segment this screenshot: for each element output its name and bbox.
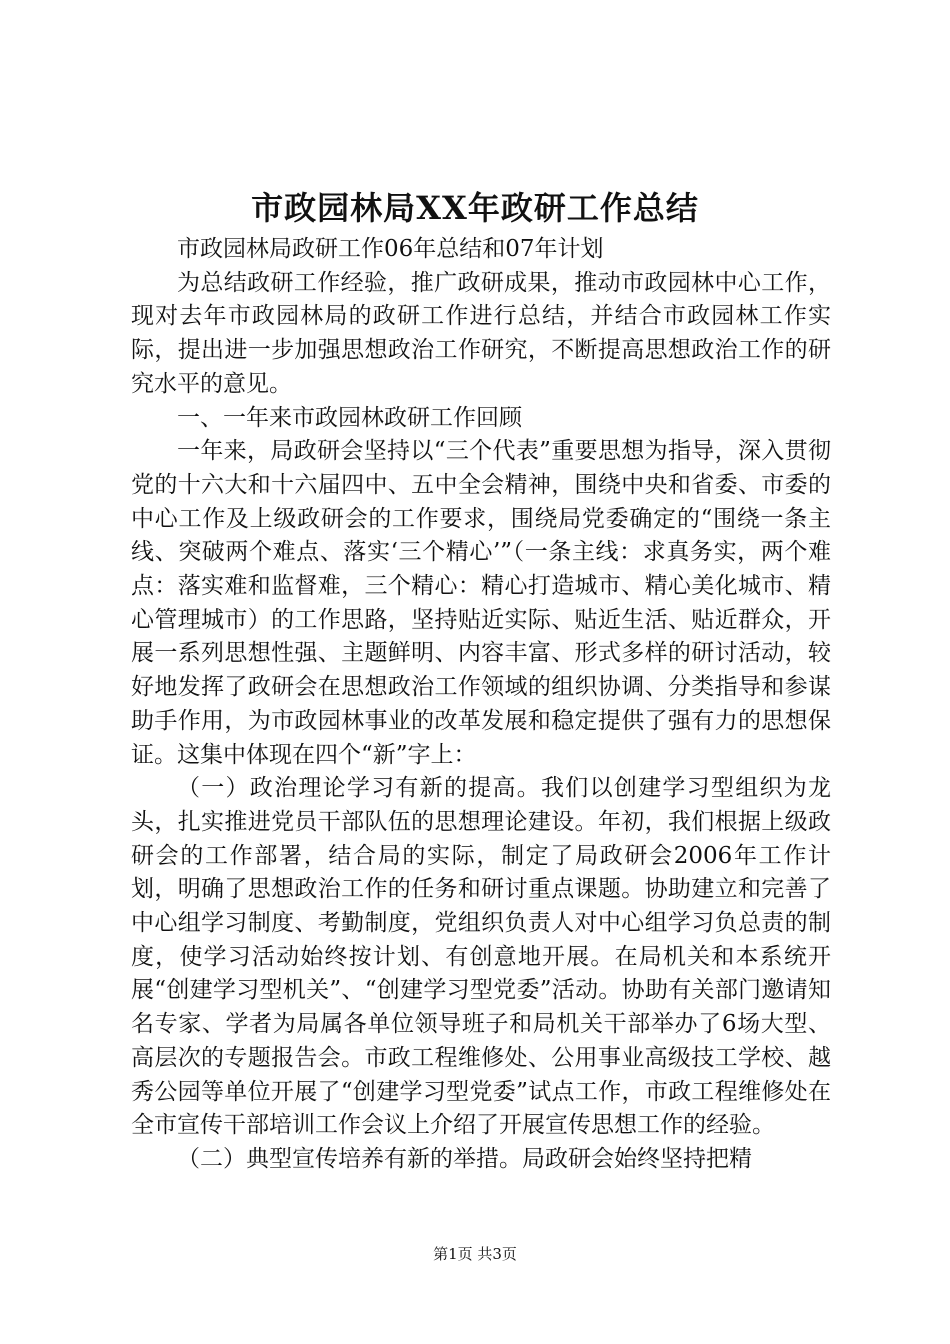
page-number-footer: 第1页 共3页 <box>433 1245 517 1263</box>
document-body <box>131 233 831 1177</box>
document-title: 市政园林局XX年政研工作总结 <box>251 189 699 227</box>
review-paragraph: 一年来，局政研会坚持以“三个代表”重要思想为指导，深入贯彻党的十六大和十六届四中、五中全会精神，围绕中央和省委、市委的中心工作及上级政研会的工作要求，围绕局党委确定的“围绕一条主线、突破两个难点、落实‘三个精心’”（一条主线：求真务实，两个难点：落实难和监督难，三个精心：精心打造城市、精心美化城市、精心管理城市）的工作思路，坚持贴近实际、贴近生活、贴近群众，开展一系列思想性强、主题鲜明、内容丰富、形式多样的研讨活动，较好地发挥了政研会在思想政治工作领域的组织协调、分类指导和参谋助手作用，为市政园林事业的改革发展和稳定提供了强有力的思想保证。这集中体现在四个“新”字上： <box>131 438 831 768</box>
intro-paragraph: 为总结政研工作经验，推广政研成果，推动市政园林中心工作，现对去年市政园林局的政研工作进行总结，并结合市政园林工作实际，提出进一步加强思想政治工作研究，不断提高思想政治工作的研究水平的意见。 <box>131 269 831 397</box>
item-one-paragraph: （一）政治理论学习有新的提高。我们以创建学习型组织为龙头，扎实推进党员干部队伍的思想理论建设。年初，我们根据上级政研会的工作部署，结合局的实际，制定了局政研会2006年工作计划，明确了思想政治工作的任务和研讨重点课题。协助建立和完善了中心组学习制度、考勤制度，党组织负责人对中心组学习负总责的制度，使学习活动始终按计划、有创意地开展。在局机关和本系统开展“创建学习型机关”、“创建学习型党委”活动。协助有关部门邀请知名专家、学者为局属各单位领导班子和局机关干部举办了6场大型、高层次的专题报告会。市政工程维修处、公用事业高级技工学校、越秀公园等单位开展了“创建学习型党委”试点工作，市政工程维修处在全市宣传干部培训工作会议上介绍了开展宣传思想工作的经验。 <box>131 775 831 1139</box>
section-heading: 一、一年来市政园林政研工作回顾 <box>177 404 522 431</box>
item-two-paragraph: （二）典型宣传培养有新的举措。局政研会始终坚持把精 <box>177 1145 752 1172</box>
subtitle-paragraph: 市政园林局政研工作06年总结和07年计划 <box>177 236 604 262</box>
